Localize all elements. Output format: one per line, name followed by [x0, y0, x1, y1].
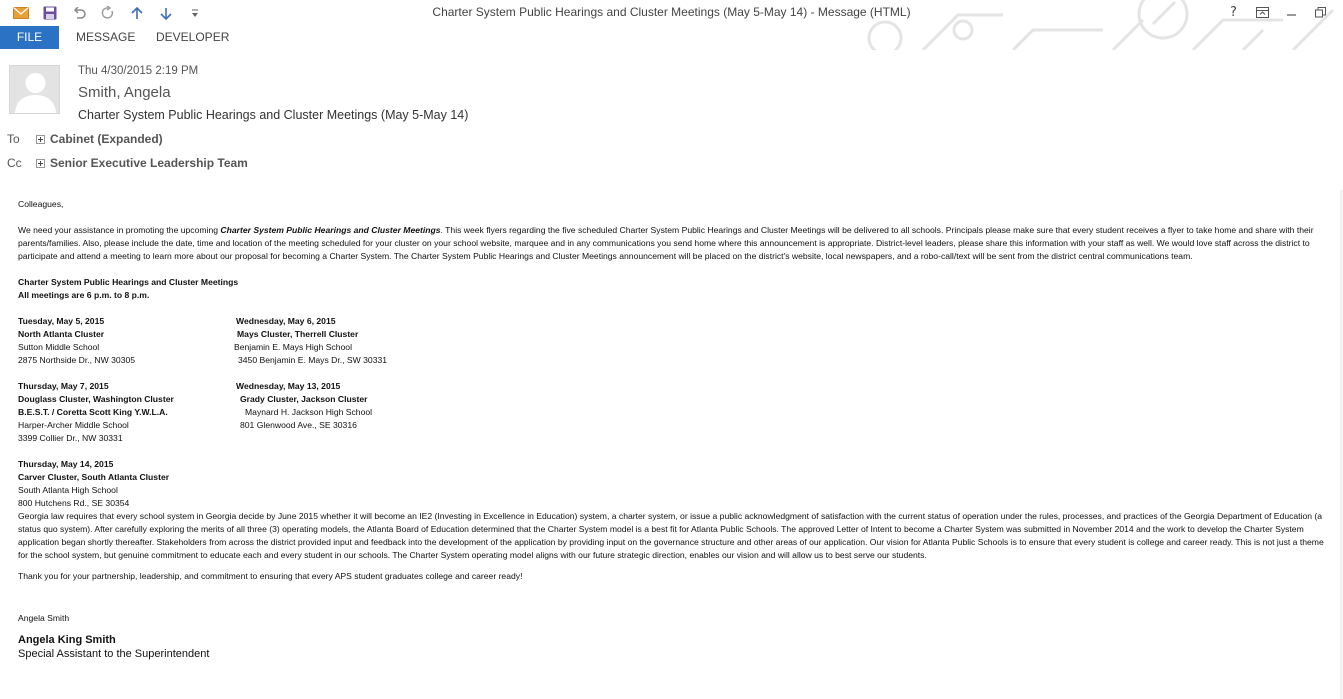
- meeting-cluster: Carver Cluster, South Atlanta Cluster: [18, 472, 170, 482]
- intro-emphasis: Charter System Public Hearings and Cluster Meetings: [220, 225, 441, 235]
- intro-text-start: We need your assistance in promoting the upcoming: [18, 225, 221, 235]
- cc-label: Cc: [7, 156, 22, 170]
- meeting-venue: B.E.S.T. / Coretta Scott King Y.W.L.A.: [18, 407, 168, 417]
- meeting-block: [18, 458, 169, 510]
- greeting: Colleagues,: [18, 199, 64, 209]
- expand-plus-icon[interactable]: [36, 135, 45, 144]
- expand-plus-icon[interactable]: [36, 159, 45, 168]
- meeting-address: 800 Hutchens Rd., SE 30354: [18, 498, 130, 508]
- tab-message[interactable]: MESSAGE: [76, 30, 136, 44]
- tab-file[interactable]: FILE: [0, 26, 59, 49]
- schedule-title: Charter System Public Hearings and Cluster Meetings: [18, 277, 239, 287]
- meeting-date: Thursday, May 7, 2015: [18, 381, 109, 391]
- georgia-law-paragraph: Georgia law requires that every school system in Georgia decide by June 2015 whether it will become an IE2 (Investing in Excellence in Education) system, a charter system, or issue a public acknowledgment of satisfaction with the current status of operation under the rules, processes, and practices of the Georgia Department of Education (a status quo system). After carefully exploring the merits of all three (3) operating models, the Atlanta Board of Education determined that the Charter System model is a best fit for Atlanta Public Schools. The approved Letter of Intent to become a Charter System was submitted in November 2014 and the work to develop the Charter System application began shortly thereafter. Stakeholders from across the district provided input and feedback into the development of the application by providing input on the governance structure and other areas of our application. Our vision for Atlanta Public Schools is to ensure that every student is college and career ready. This is not just a theme for the school system, but genuine commitment to educate each and every student in our schools. The Charter System operating model aligns with our future strategic direction, enables our vision and will allow us to best serve our students.: [18, 511, 1324, 560]
- signature-name: Angela King Smith: [18, 634, 116, 646]
- meeting-school: Harper-Archer Middle School: [18, 420, 129, 430]
- meeting-block: [236, 380, 372, 432]
- to-recipient[interactable]: Cabinet (Expanded): [50, 132, 163, 146]
- meeting-block: [236, 315, 387, 367]
- meeting-block: [18, 315, 135, 367]
- tab-developer[interactable]: DEVELOPER: [156, 30, 230, 44]
- meeting-school: South Atlanta High School: [18, 485, 118, 495]
- title-bar: [0, 0, 1343, 26]
- message-sender[interactable]: Smith, Angela: [78, 84, 171, 101]
- meeting-cluster: Grady Cluster, Jackson Cluster: [240, 394, 368, 404]
- person-icon: [10, 66, 60, 114]
- thank-you-paragraph: Thank you for your partnership, leadership, and commitment to ensuring that every APS student graduates college and career ready!: [18, 571, 523, 581]
- minimize-icon[interactable]: [1277, 2, 1306, 22]
- intro-paragraph: [18, 224, 1333, 263]
- meeting-school: Sutton Middle School: [18, 342, 100, 352]
- cc-recipient[interactable]: Senior Executive Leadership Team: [50, 156, 248, 170]
- to-row: [7, 131, 163, 147]
- meeting-school: Maynard H. Jackson High School: [245, 407, 373, 417]
- to-label: To: [7, 132, 20, 146]
- window-controls: [1219, 2, 1335, 22]
- meeting-cluster: Mays Cluster, Therrell Cluster: [237, 329, 359, 339]
- meeting-address: 801 Glenwood Ave., SE 30316: [240, 420, 357, 430]
- message-subject: Charter System Public Hearings and Cluster Meetings (May 5-May 14): [78, 108, 469, 122]
- meeting-school: Benjamin E. Mays High School: [234, 342, 352, 352]
- message-body: [18, 198, 1333, 661]
- meeting-address: 2875 Northside Dr., NW 30305: [18, 355, 136, 365]
- meeting-block: [18, 380, 174, 445]
- avatar: [9, 65, 60, 114]
- signature-title: Special Assistant to the Superintendent: [18, 648, 210, 660]
- meeting-date: Wednesday, May 6, 2015: [236, 316, 336, 326]
- signature-short: Angela Smith: [18, 613, 70, 623]
- meeting-cluster: North Atlanta Cluster: [18, 329, 105, 339]
- meeting-date: Tuesday, May 5, 2015: [18, 316, 105, 326]
- help-button[interactable]: ?: [1230, 4, 1237, 20]
- schedule-time: All meetings are 6 p.m. to 8 p.m.: [18, 290, 150, 300]
- intro-text-end: . This week flyers regarding the five scheduled Charter System Public Hearings and Cluster Meetings will be delivered to all schools. Principals please make sure that every student receives a flyer to take home and share with their parents/families. Also, please include the date, time and location of the meeting scheduled for your cluster on your school website, marquee and in any communications you send home where this announcement is appropriate. District-level leaders, please share this information with your staff as well. We would love staff across the district to participate and attend a meeting to learn more about our proposal for becoming a Charter System. The Charter System Public Hearings and Cluster Meetings announcement will be placed on the district's website, local newspapers, and a robo-call/text will be sent from the district central communications team.: [18, 225, 1314, 261]
- window-title: Charter System Public Hearings and Cluster Meetings (May 5-May 14) - Message (HTML): [432, 5, 911, 19]
- meeting-date: Thursday, May 14, 2015: [18, 459, 114, 469]
- ribbon-tabs: [0, 26, 1343, 49]
- meeting-cluster: Douglass Cluster, Washington Cluster: [18, 394, 174, 404]
- meeting-date: Wednesday, May 13, 2015: [236, 381, 341, 391]
- meeting-address: 3399 Collier Dr., NW 30331: [18, 433, 123, 443]
- message-date: Thu 4/30/2015 2:19 PM: [78, 65, 199, 77]
- meeting-address: 3450 Benjamin E. Mays Dr., SW 30331: [238, 355, 388, 365]
- cc-row: [7, 155, 248, 171]
- ribbon-display-options-icon[interactable]: [1248, 2, 1277, 22]
- restore-icon[interactable]: [1306, 2, 1335, 22]
- meeting-schedule: [18, 315, 1333, 510]
